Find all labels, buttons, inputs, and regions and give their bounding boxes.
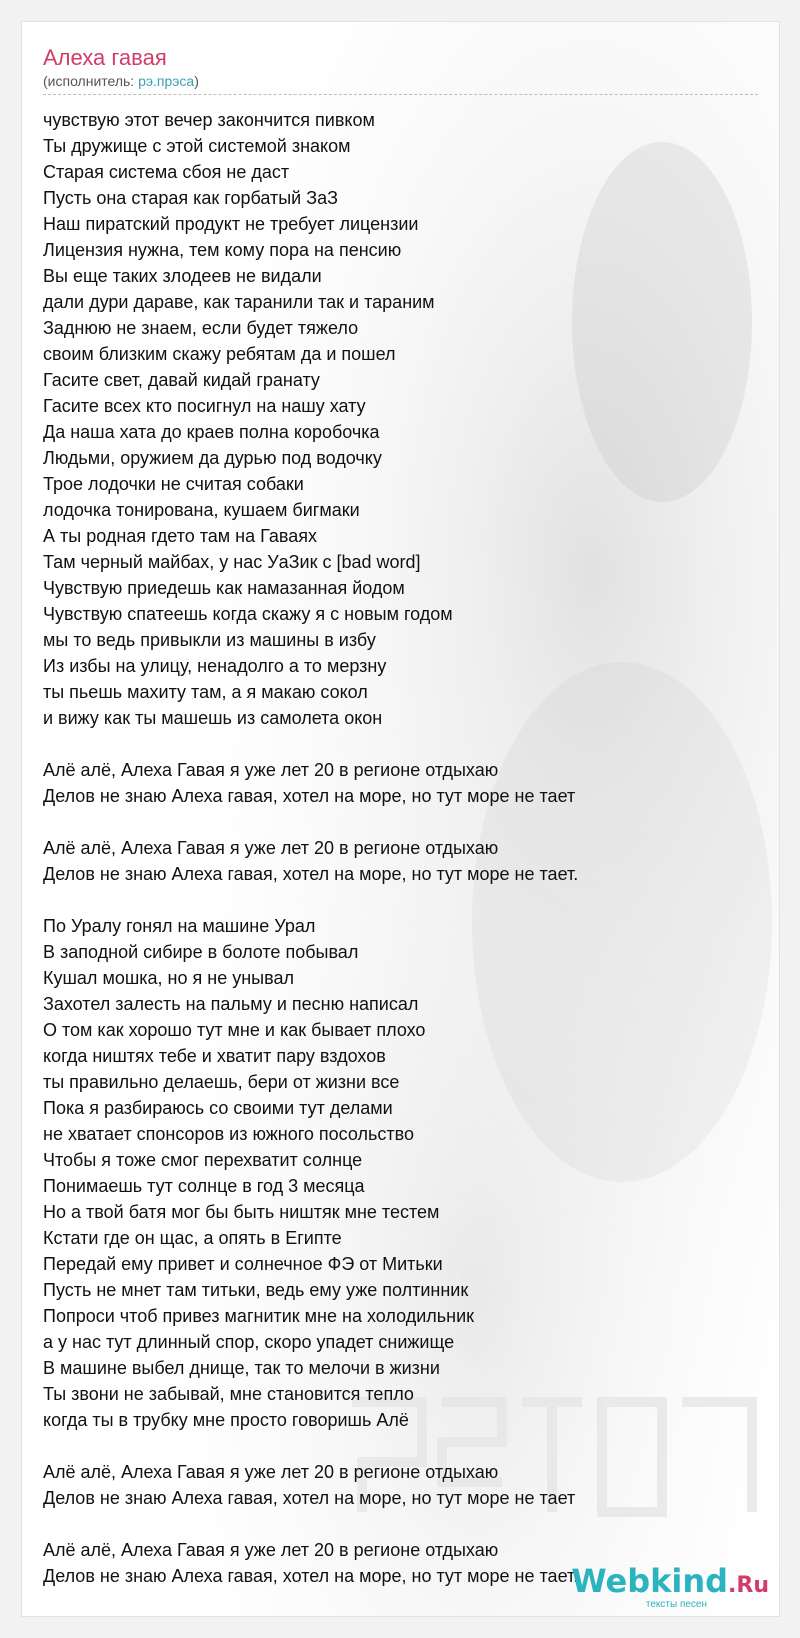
lyric-line: В машине выбел днище, так то мелочи в жизни — [43, 1358, 440, 1378]
lyric-line: Лицензия нужна, тем кому пора на пенсию — [43, 240, 402, 260]
logo-tagline: тексты песен — [645, 1599, 707, 1610]
lyric-line: Попроси чтоб привез магнитик мне на холодильник — [43, 1306, 474, 1326]
logo-main-text: Webkind — [571, 1562, 729, 1600]
lyric-line: не хватает спонсоров из южного посольство — [43, 1124, 414, 1144]
lyric-line: когда ништях тебе и хватит пару вздохов — [43, 1046, 386, 1066]
lyric-line: Из избы на улицу, ненадолго а то мерзну — [43, 656, 387, 676]
stanza-gap — [43, 809, 758, 835]
performer-link[interactable]: рэ.прэса — [138, 73, 195, 89]
lyric-line: Чувствую спатеешь когда скажу я с новым годом — [43, 604, 453, 624]
webkind-logo[interactable] — [571, 1564, 769, 1610]
lyric-line: Но а твой батя мог бы быть ништяк мне тестем — [43, 1202, 440, 1222]
lyric-line: Ты дружище с этой системой знаком — [43, 136, 351, 156]
lyric-line: Передай ему привет и солнечное ФЭ от Митьки — [43, 1254, 443, 1274]
song-title: Алеха гавая — [43, 45, 167, 70]
logo-tld: .Ru — [728, 1573, 769, 1598]
lyric-line: Делов не знаю Алеха гавая, хотел на море, но тут море не тает — [43, 1488, 576, 1508]
lyric-line: Трое лодочки не считая собаки — [43, 474, 304, 494]
lyric-line: Ты звони не забывай, мне становится тепло — [43, 1384, 414, 1404]
stanza-gap — [43, 1433, 758, 1459]
lyric-line: Заднюю не знаем, если будет тяжело — [43, 318, 359, 338]
lyric-line: Чувствую приедешь как намазанная йодом — [43, 578, 405, 598]
lyric-line: Захотел залесть на пальму и песню написал — [43, 994, 419, 1014]
lyric-line: Кушал мошка, но я не унывал — [43, 968, 294, 988]
performer-suffix: ) — [194, 73, 199, 89]
lyric-line: Вы еще таких злодеев не видали — [43, 266, 322, 286]
song-content — [43, 44, 758, 1589]
lyric-line: мы то ведь привыкли из машины в избу — [43, 630, 376, 650]
lyric-line: ты правильно делаешь, бери от жизни все — [43, 1072, 400, 1092]
lyric-line: Кстати где он щас, а опять в Египте — [43, 1228, 342, 1248]
lyric-line: Наш пиратский продукт не требует лицензии — [43, 214, 419, 234]
lyric-line: своим близким скажу ребятам да и пошел — [43, 344, 396, 364]
lyric-line: чувствую этот вечер закончится пивком — [43, 110, 375, 130]
performer-line — [43, 72, 758, 95]
lyric-line: лодочка тонирована, кушаем бигмаки — [43, 500, 360, 520]
lyric-line: Делов не знаю Алеха гавая, хотел на море, но тут море не тает — [43, 786, 576, 806]
lyric-line: По Уралу гонял на машине Урал — [43, 916, 316, 936]
stanza-gap — [43, 887, 758, 913]
lyric-line: Понимаешь тут солнце в год 3 месяца — [43, 1176, 365, 1196]
lyric-line: Старая система сбоя не даст — [43, 162, 290, 182]
stanza-gap — [43, 1511, 758, 1537]
lyrics-block — [43, 107, 758, 1589]
lyric-line: Пока я разбираюсь со своими тут делами — [43, 1098, 393, 1118]
lyric-line: Гасите свет, давай кидай гранату — [43, 370, 320, 390]
lyric-line: ты пьешь махиту там, а я макаю сокол — [43, 682, 368, 702]
lyric-line: Алё алё, Алеха Гавая я уже лет 20 в регионе отдыхаю — [43, 1462, 499, 1482]
song-card — [21, 21, 780, 1617]
lyric-line: А ты родная гдето там на Гаваях — [43, 526, 317, 546]
lyric-line: Делов не знаю Алеха гавая, хотел на море, но тут море не тает. — [43, 1566, 579, 1586]
lyric-line: Чтобы я тоже смог перехватит солнце — [43, 1150, 363, 1170]
logo-wordmark — [571, 1564, 769, 1603]
lyric-line: Там черный майбах, у нас УаЗик с [bad word] — [43, 552, 421, 572]
lyric-line: Алё алё, Алеха Гавая я уже лет 20 в регионе отдыхаю — [43, 838, 499, 858]
lyric-line: Алё алё, Алеха Гавая я уже лет 20 в регионе отдыхаю — [43, 760, 499, 780]
lyric-line: Пусть она старая как горбатый ЗаЗ — [43, 188, 338, 208]
lyric-line: В заподной сибире в болоте побывал — [43, 942, 359, 962]
lyric-line: Делов не знаю Алеха гавая, хотел на море, но тут море не тает. — [43, 864, 579, 884]
lyric-line: Людьми, оружием да дурью под водочку — [43, 448, 382, 468]
lyric-line: О том как хорошо тут мне и как бывает плохо — [43, 1020, 426, 1040]
lyric-line: а у нас тут длинный спор, скоро упадет снижище — [43, 1332, 455, 1352]
lyric-line: Гасите всех кто посигнул на нашу хату — [43, 396, 366, 416]
lyric-line: дали дури дараве, как таранили так и тараним — [43, 292, 435, 312]
lyric-line: Пусть не мнет там титьки, ведь ему уже полтинник — [43, 1280, 469, 1300]
lyric-line: и вижу как ты машешь из самолета окон — [43, 708, 383, 728]
lyric-line: когда ты в трубку мне просто говоришь Алё — [43, 1410, 409, 1430]
lyric-line: Алё алё, Алеха Гавая я уже лет 20 в регионе отдыхаю — [43, 1540, 499, 1560]
stanza-gap — [43, 731, 758, 757]
lyric-line: Да наша хата до краев полна коробочка — [43, 422, 380, 442]
performer-prefix: (исполнитель: — [43, 73, 139, 89]
